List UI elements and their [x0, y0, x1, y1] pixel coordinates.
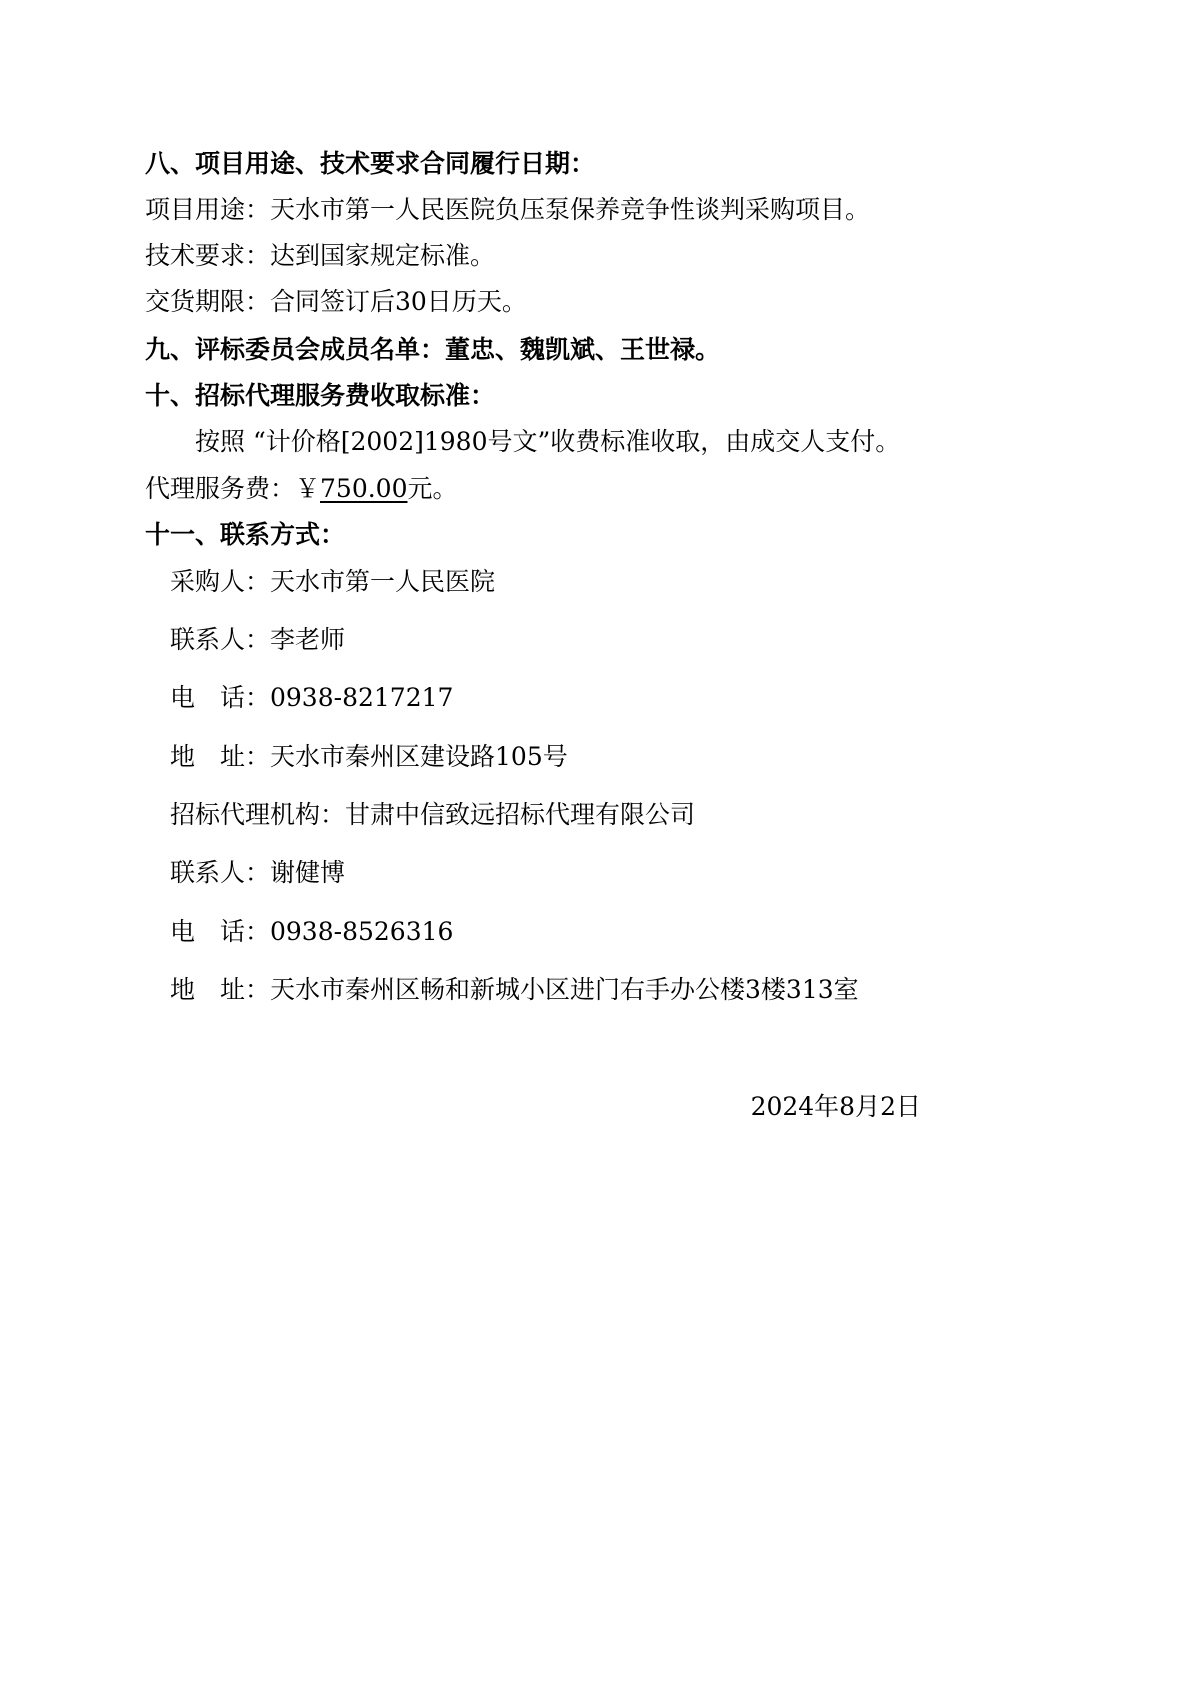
agency-name: 招标代理机构：甘肃中信致远招标代理有限公司	[170, 800, 696, 829]
section-8-heading: 八、项目用途、技术要求合同履行日期：	[145, 149, 596, 178]
agency-fee	[145, 473, 458, 505]
fee-standard: 按照 “计价格[2002]1980号文”收费标准收取，由成交人支付。	[195, 427, 901, 456]
agency-fee-suffix: 元。	[407, 474, 458, 503]
agency-contact: 联系人：谢健博	[170, 858, 346, 887]
agency-address: 地 址：天水市秦州区畅和新城小区进门右手办公楼3楼313室	[170, 975, 859, 1004]
document-date: 2024年8月2日	[750, 1092, 921, 1121]
agency-fee-amount: 750.00	[320, 474, 408, 503]
project-purpose: 项目用途：天水市第一人民医院负压泵保养竞争性谈判采购项目。	[145, 195, 871, 224]
buyer-phone: 电 话：0938-8217217	[170, 683, 454, 712]
technical-requirements: 技术要求：达到国家规定标准。	[145, 241, 496, 270]
section-10-heading: 十、招标代理服务费收取标准：	[145, 381, 496, 410]
section-11-heading: 十一、联系方式：	[145, 520, 346, 549]
delivery-period: 交货期限：合同签订后30日历天。	[145, 287, 527, 316]
buyer-address: 地 址：天水市秦州区建设路105号	[170, 742, 568, 771]
agency-fee-label: 代理服务费：￥	[145, 474, 321, 503]
section-9-heading: 九、评标委员会成员名单：董忠、魏凯斌、王世禄。	[145, 335, 721, 364]
agency-phone: 电 话：0938-8526316	[170, 917, 454, 946]
buyer-contact: 联系人：李老师	[170, 625, 346, 654]
buyer-name: 采购人：天水市第一人民医院	[170, 567, 496, 596]
